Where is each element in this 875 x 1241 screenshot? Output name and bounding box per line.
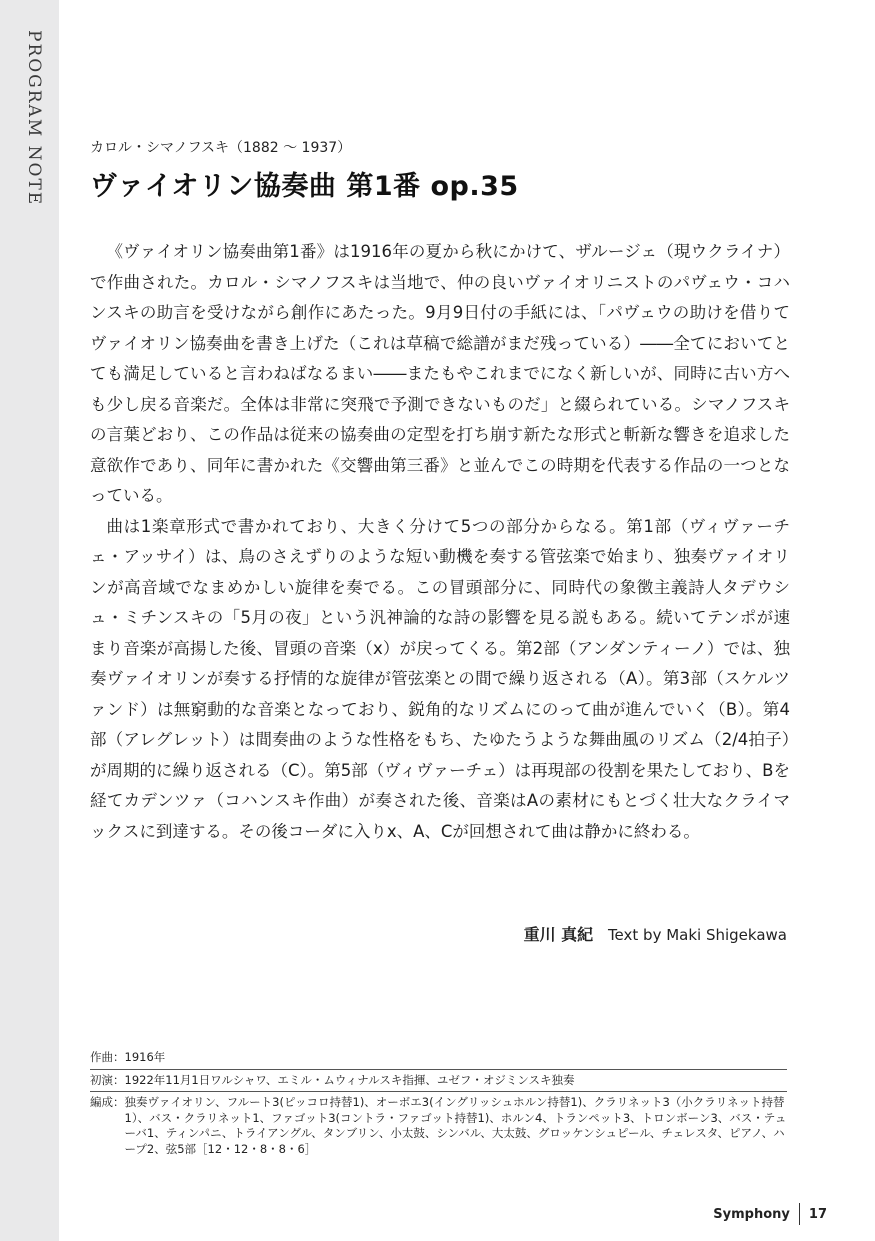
instrumentation-label: 編成： — [90, 1095, 125, 1109]
author-name-en: Text by Maki Shigekawa — [607, 926, 787, 944]
instrumentation-row — [90, 1091, 787, 1160]
paragraph: 曲は1楽章形式で書かれており、大きく分けて5つの部分からなる。第1部（ヴィヴァーチェ・アッサイ）は、鳥のさえずりのような短い動機を奏する管弦楽で始まり、独奏ヴァイオリンが高音域でなまめかしい旋律を奏でる。この冒頭部分に、同時代の象徴主義詩人タデウシュ・ミチンスキの「5月の夜」という汎神論的な詩の影響を見る説もある。続いてテンポが速まり音楽が高揚した後、冒頭の音楽（x）が戻ってくる。第2部（アンダンティーノ）では、独奏ヴァイオリンが奏する抒情的な旋律が管弦楽との間で繰り返される（A）。第3部（スケルツァンド）は無窮動的な音楽となっており、鋭角的なリズムにのって曲が進んでいく（B）。第4部（アレグレット）は間奏曲のような性格をもち、たゆたうような舞曲風のリズム（2/4拍子）が周期的に繰り返される（C）。第5部（ヴィヴァーチェ）は再現部の役割を果たしており、Bを経てカデンツァ（コハンスキ作曲）が奏された後、音楽はAの素材にもとづく壮大なクライマックスに到達する。その後コーダに入りx、A、Cが回想されて曲は静かに終わる。 — [90, 516, 790, 841]
author-credit — [524, 922, 787, 945]
footer-divider — [799, 1203, 800, 1225]
page-footer — [713, 1203, 827, 1225]
premiere-row: 初演：1922年11月1日ワルシャワ、エミル・ムウィナルスキ指揮、ユゼフ・オジミンスキ独奏 — [90, 1069, 787, 1092]
paragraph: 《ヴァイオリン協奏曲第1番》は1916年の夏から秋にかけて、ザルージェ（現ウクライナ）で作曲された。カロル・シマノフスキは当地で、仲の良いヴァイオリニストのパヴェウ・コハンスキの助言を受けながら創作にあたった。9月9日付の手紙には、「パヴェウの助けを借りてヴァイオリン協奏曲を書き上げた（これは草稿で総譜がまだ残っている）――全てにおいてとても満足していると言わねばなるまい――またもやこれまでになく新しいが、同時に古い方へも少し戻る音楽だ。全体は非常に突飛で予測できないものだ」と綴られている。シマノフスキの言葉どおり、この作品は従来の協奏曲の定型を打ち崩す新たな形式と斬新な響きを追求した意欲作であり、同年に書かれた《交響曲第三番》と並んでこの時期を代表する作品の一つとなっている。 — [90, 242, 790, 505]
instrumentation-value: 独奏ヴァイオリン、フルート3(ピッコロ持替1)、オーボエ3(イングリッシュホルン持替1)、クラリネット3（小クラリネット持替1）、バス・クラリネット1、ファゴット3(コントラ・ファゴット持替1)、ホルン4、トランペット3、トロンボーン3、バス・テューバ1、ティンパニ、トライアングル、タンブリン、小太鼓、シンバル、大太鼓、グロッケンシュピール、チェレスタ、ピアノ、ハープ2、弦5部［12・12・8・8・6］ — [124, 1095, 787, 1156]
side-band — [0, 0, 59, 1241]
side-label: PROGRAM NOTE — [24, 30, 44, 207]
work-info — [90, 1047, 787, 1160]
page-title: ヴァイオリン協奏曲 第1番 op.35 — [90, 171, 519, 202]
composer-line: カロル・シマノフスキ（1882 〜 1937） — [90, 140, 352, 156]
composed-row: 作曲：1916年 — [90, 1050, 166, 1064]
magazine-name: Symphony — [713, 1206, 790, 1222]
page-number: 17 — [808, 1206, 827, 1222]
article-body — [90, 237, 790, 847]
author-name-jp: 重川 真紀 — [523, 925, 594, 944]
